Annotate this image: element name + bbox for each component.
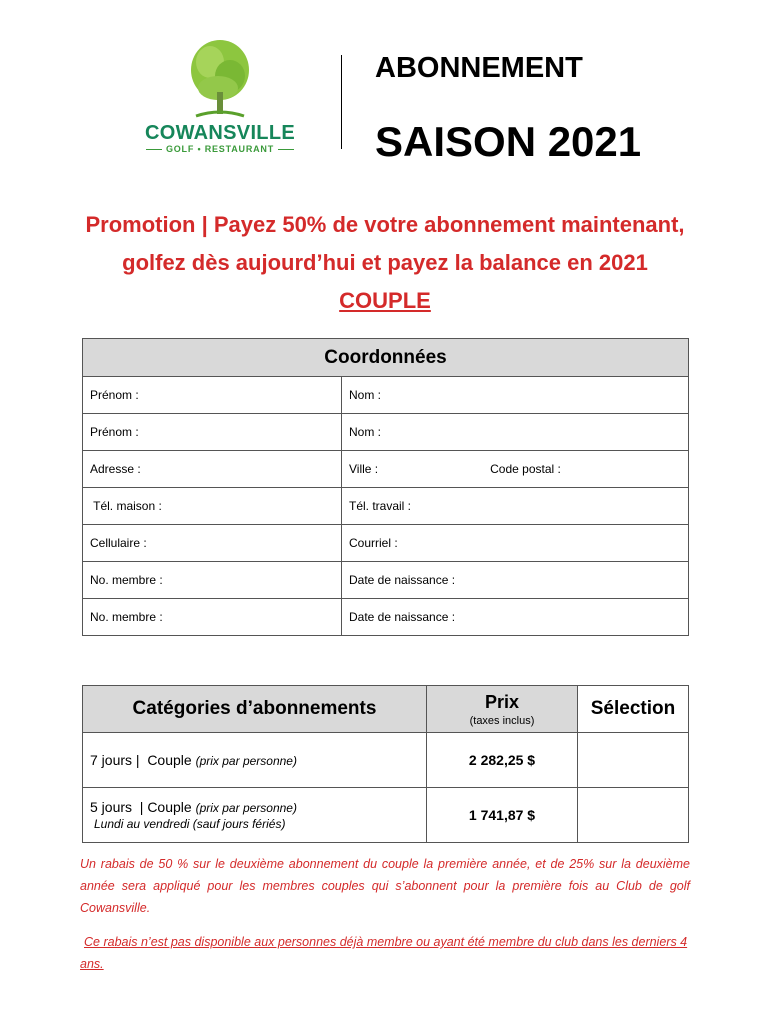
title-saison: SAISON 2021 — [375, 118, 642, 165]
header-divider — [341, 55, 342, 149]
price-5-jours: 1 741,87 $ — [427, 788, 578, 843]
category-5-jours — [83, 788, 427, 843]
discount-note: Un rabais de 50 % sur le deuxième abonnement du couple la première année, et de 25% sur la deuxième année sera appliqué pour les membres couples qui s’abonnent pour la première fois au Club de golf Cowansville. — [80, 857, 690, 915]
logo-subtitle: GOLF • RESTAURANT — [140, 144, 300, 154]
field-date-naissance-1[interactable]: Date de naissance : — [342, 562, 689, 599]
field-prenom-1[interactable]: Prénom : — [83, 377, 342, 414]
field-courriel[interactable]: Courriel : — [342, 525, 689, 562]
price-7-jours: 2 282,25 $ — [427, 733, 578, 788]
field-prenom-2[interactable]: Prénom : — [83, 414, 342, 451]
field-tel-maison[interactable]: Tél. maison : — [83, 488, 342, 525]
header-selection: Sélection — [578, 686, 689, 733]
category-note: (prix par personne) — [195, 801, 297, 815]
field-tel-travail[interactable]: Tél. travail : — [342, 488, 689, 525]
promo-line-1: Promotion | Payez 50% de votre abonnement maintenant, — [85, 212, 685, 237]
logo-name: COWANSVILLE — [145, 122, 295, 144]
field-nom-1[interactable]: Nom : — [342, 377, 689, 414]
tree-icon — [188, 40, 252, 122]
field-code-postal: Code postal : — [490, 462, 561, 476]
category-label: 5 jours | Couple — [90, 799, 196, 815]
field-ville: Ville : — [349, 462, 379, 476]
field-nom-2[interactable]: Nom : — [342, 414, 689, 451]
coordonnees-table — [82, 338, 689, 636]
eligibility-note: Ce rabais n’est pas disponible aux personnes déjà membre ou ayant été membre du club dans les derniers 4 ans. — [80, 935, 688, 971]
field-no-membre-2[interactable]: No. membre : — [83, 599, 342, 636]
category-note: (prix par personne) — [195, 754, 297, 768]
header-prix-label: Prix — [484, 691, 520, 712]
categories-table — [82, 685, 689, 843]
promo-heading — [30, 206, 740, 320]
cowansville-logo — [140, 40, 300, 155]
selection-7-jours[interactable] — [578, 733, 689, 788]
header-categories: Catégories d’abonnements — [83, 686, 427, 733]
coordonnees-heading: Coordonnées — [83, 339, 689, 377]
field-adresse[interactable]: Adresse : — [83, 451, 342, 488]
table-row — [83, 733, 689, 788]
table-row — [83, 788, 689, 843]
selection-5-jours[interactable] — [578, 788, 689, 843]
title-abonnement: ABONNEMENT — [375, 52, 583, 84]
header-prix — [427, 686, 578, 733]
field-cellulaire[interactable]: Cellulaire : — [83, 525, 342, 562]
header-prix-sub: (taxes inclus) — [469, 714, 535, 727]
promo-line-2: golfez dès aujourd’hui et payez la balance en 2021 — [122, 250, 648, 275]
category-days-note: Lundi au vendredi (sauf jours fériés) — [94, 817, 286, 831]
field-ville-code-postal[interactable] — [342, 451, 689, 488]
category-7-jours — [83, 733, 427, 788]
category-label: 7 jours | Couple — [90, 752, 196, 768]
field-no-membre-1[interactable]: No. membre : — [83, 562, 342, 599]
promo-couple: COUPLE — [339, 288, 431, 313]
field-date-naissance-2[interactable]: Date de naissance : — [342, 599, 689, 636]
